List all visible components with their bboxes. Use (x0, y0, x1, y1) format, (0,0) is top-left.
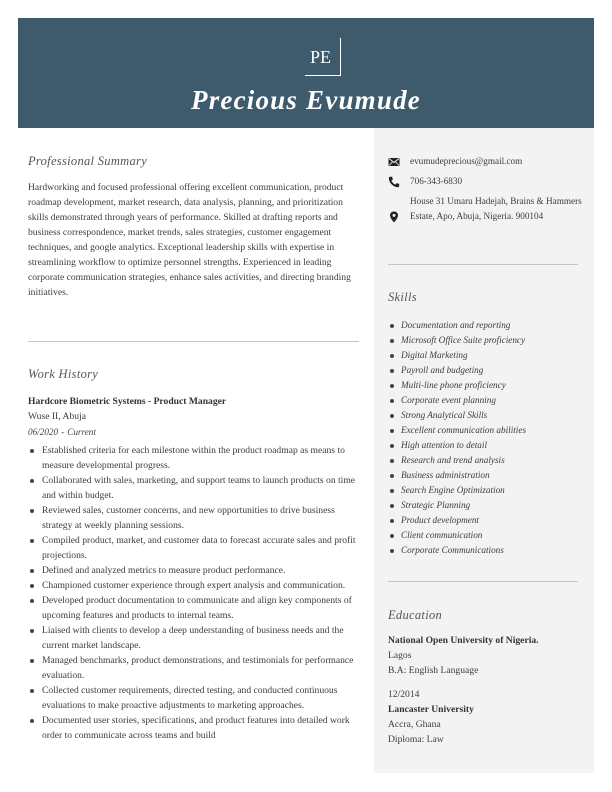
section-divider (28, 341, 359, 342)
candidate-name: Precious Evumude (191, 85, 421, 115)
education-list (388, 633, 588, 756)
work-history-heading: Work History (28, 367, 99, 381)
resume-header (18, 18, 594, 128)
job-entry (28, 394, 360, 743)
job-location: Wuse II, Abuja (28, 411, 86, 422)
contact-phone (388, 174, 588, 189)
job-bullet: Liaised with clients to develop a deep understanding of business needs and the current market landscape. (28, 623, 360, 653)
professional-summary-heading: Professional Summary (28, 154, 148, 168)
school-location: Lagos (388, 650, 412, 661)
skill-item: Excellent communication abilities (388, 423, 588, 438)
skill-item: Business administration (388, 468, 588, 483)
skill-item: Strategic Planning (388, 498, 588, 513)
education-heading: Education (388, 608, 443, 622)
skill-item: Research and trend analysis (388, 453, 588, 468)
skill-item: Search Engine Optimization (388, 483, 588, 498)
job-bullet: Developed product documentation to communicate and align key components of upcoming features and products to internal teams. (28, 593, 360, 623)
education-entry (388, 633, 588, 678)
email-text: evumudeprecious@gmail.com (410, 156, 523, 166)
skill-item: Corporate event planning (388, 393, 588, 408)
job-dates (28, 424, 360, 440)
degree: B.A: English Language (388, 665, 479, 676)
skill-item: Strong Analytical Skills (388, 408, 588, 423)
job-bullet: Documented user stories, specifications, and product features into detailed work order to communicate across teams and build (28, 713, 360, 743)
section-divider (388, 581, 578, 582)
contact-info (388, 154, 588, 229)
professional-summary-text: Hardworking and focused professional offering excellent communication, product roadmap development, market research, data analysis, planning, and prioritization skills demonstrated through years of performance. Skilled at drafting reports and business correspondence, market trends, sales strategies, customer engagement techniques, and google analytics. Exceptional leadership skills with expertise in streamlining workflow to optimize personnel strengths. Experienced in leading corporate communication strategies, enhance sales activities, and directing branding initiatives. (28, 182, 351, 298)
contact-email (388, 154, 588, 169)
job-bullet: Championed customer experience through expert analysis and communication. (28, 578, 360, 593)
school-location: Accra, Ghana (388, 719, 441, 730)
job-bullet: Reviewed sales, customer concerns, and new opportunities to drive business strategy at weekly planning sessions. (28, 503, 360, 533)
skill-item: Product development (388, 513, 588, 528)
monogram: PE (305, 38, 341, 76)
graduation-date: 12/2014 (388, 689, 420, 700)
job-bullet: Compiled product, market, and customer data to forecast accurate sales and profit projections. (28, 533, 360, 563)
job-bullet: Managed benchmarks, product demonstrations, and testimonials for performance evaluation. (28, 653, 360, 683)
envelope-icon (388, 156, 400, 168)
skill-item: Documentation and reporting (388, 318, 588, 333)
skill-item: Client communication (388, 528, 588, 543)
school-name: Lancaster University (388, 704, 474, 715)
phone-icon (388, 176, 400, 188)
sidebar (374, 128, 594, 773)
job-bullet: Defined and analyzed metrics to measure product performance. (28, 563, 360, 578)
skill-item: Digital Marketing (388, 348, 588, 363)
skill-item: Microsoft Office Suite proficiency (388, 333, 588, 348)
skill-item: Multi-line phone proficiency (388, 378, 588, 393)
job-title: Hardcore Biometric Systems - Product Manager (28, 396, 227, 407)
map-pin-icon (388, 211, 400, 223)
skills-heading: Skills (388, 290, 417, 304)
job-bullets (28, 443, 360, 743)
school-name: National Open University of Nigeria. (388, 635, 539, 646)
education-entry (388, 687, 588, 747)
address-text: House 31 Umaru Hadejah, Brains & Hammers Estate, Apo, Abuja, Nigeria. 900104 (410, 196, 582, 221)
degree: Diploma: Law (388, 734, 444, 745)
job-bullet: Established criteria for each milestone within the product roadmap as means to measure developmental progress. (28, 443, 360, 473)
skills-list (388, 318, 588, 558)
phone-text: 706-343-6830 (410, 176, 463, 186)
date-separator: - (61, 427, 65, 437)
contact-address (388, 194, 588, 224)
section-divider (388, 264, 578, 265)
job-bullet: Collected customer requirements, directed testing, and conducted continuous evaluations to make proactive adjustments to marketing approaches. (28, 683, 360, 713)
job-start-date: 06/2020 (28, 427, 59, 437)
skill-item: Corporate Communications (388, 543, 588, 558)
job-end-date: Current (67, 427, 96, 437)
job-bullet: Collaborated with sales, marketing, and support teams to launch products on time and within budget. (28, 473, 360, 503)
skill-item: Payroll and budgeting (388, 363, 588, 378)
skill-item: High attention to detail (388, 438, 588, 453)
